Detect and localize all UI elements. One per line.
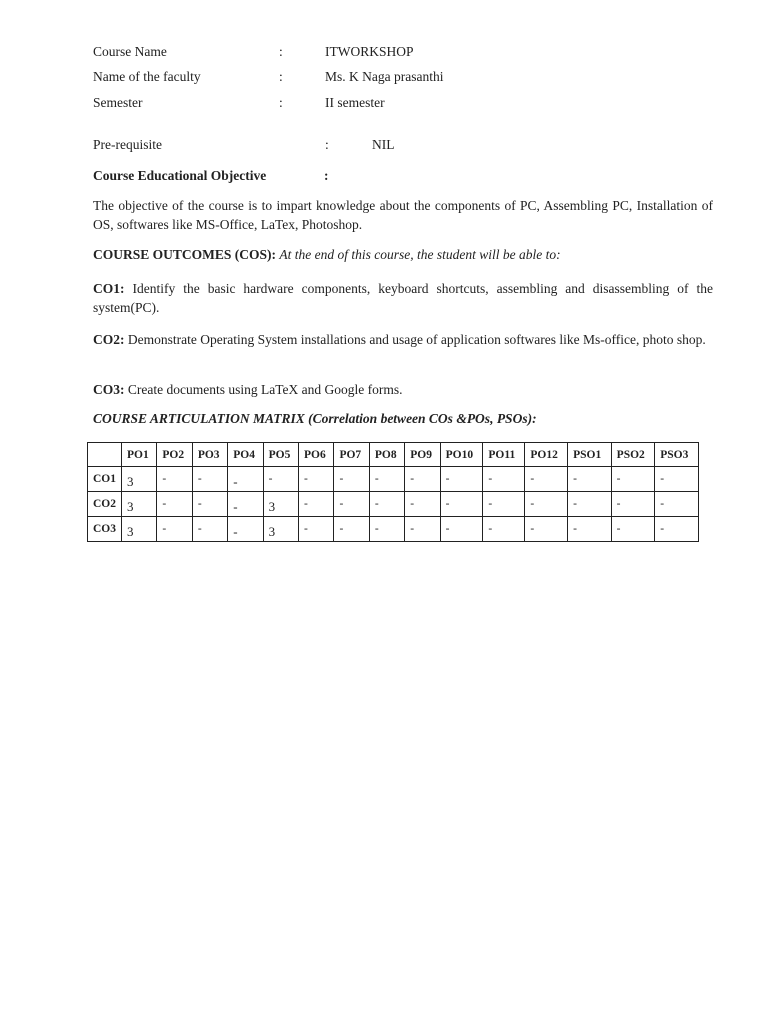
- matrix-cell: -: [483, 467, 525, 492]
- matrix-cell: 3: [263, 517, 298, 542]
- matrix-row-label: CO3: [88, 517, 122, 542]
- matrix-header-cell: PO8: [369, 443, 404, 467]
- matrix-cell: -: [568, 467, 612, 492]
- co2-code: CO2:: [93, 332, 125, 347]
- matrix-cell: -: [483, 517, 525, 542]
- matrix-cell: -: [334, 492, 369, 517]
- matrix-header-cell: PSO3: [655, 443, 699, 467]
- matrix-cell: -: [405, 517, 440, 542]
- matrix-header-cell: PO7: [334, 443, 369, 467]
- matrix-cell: -: [157, 467, 192, 492]
- matrix-title: COURSE ARTICULATION MATRIX (Correlation between COs &POs, PSOs):: [93, 411, 537, 426]
- matrix-row-co2: [88, 492, 699, 517]
- matrix-row-label: CO2: [88, 492, 122, 517]
- co3-item: [93, 380, 713, 399]
- matrix-cell: 3: [263, 492, 298, 517]
- outcomes-heading: COURSE OUTCOMES (COS):: [93, 247, 277, 262]
- outcomes-subheading: At the end of this course, the student will be able to:: [279, 247, 561, 262]
- matrix-cell: -: [568, 492, 612, 517]
- matrix-cell: -: [334, 467, 369, 492]
- matrix-cell: -: [405, 467, 440, 492]
- matrix-cell: 3: [122, 492, 157, 517]
- matrix-cell: -: [369, 492, 404, 517]
- matrix-cell: -: [228, 467, 263, 492]
- matrix-cell: -: [263, 467, 298, 492]
- matrix-header-cell: PO9: [405, 443, 440, 467]
- semester-label: Semester: [93, 95, 143, 110]
- matrix-cell: -: [334, 517, 369, 542]
- matrix-cell: 3: [122, 517, 157, 542]
- objective-heading: Course Educational Objective: [93, 168, 267, 183]
- matrix-row-label: CO1: [88, 467, 122, 492]
- faculty-label: Name of the faculty: [93, 69, 201, 84]
- matrix-cell: -: [228, 492, 263, 517]
- matrix-cell: -: [568, 517, 612, 542]
- prereq-sep: :: [325, 137, 329, 152]
- matrix-header-cell: PO1: [122, 443, 157, 467]
- matrix-cell: -: [192, 467, 227, 492]
- matrix-header-cell: PO4: [228, 443, 263, 467]
- matrix-header-cell: [88, 443, 122, 467]
- co1-text: Identify the basic hardware components, keyboard shortcuts, assembling and disassembling of the system(PC).: [93, 281, 714, 315]
- matrix-cell: -: [525, 492, 568, 517]
- course-name-label: Course Name: [93, 44, 167, 59]
- matrix-cell: -: [369, 517, 404, 542]
- matrix-cell: -: [228, 517, 263, 542]
- matrix-cell: -: [157, 492, 192, 517]
- semester-value: II semester: [325, 95, 385, 110]
- co2-item: [93, 330, 713, 349]
- matrix-cell: -: [611, 492, 655, 517]
- co1-code: CO1:: [93, 281, 125, 296]
- course-name-value: ITWORKSHOP: [325, 44, 414, 59]
- matrix-cell: -: [299, 492, 334, 517]
- matrix-header-cell: PO12: [525, 443, 568, 467]
- articulation-matrix-table: [87, 442, 699, 542]
- co2-text: Demonstrate Operating System installations and usage of application softwares like Ms-office, photo shop.: [127, 332, 706, 347]
- matrix-cell: -: [440, 517, 483, 542]
- matrix-row-co3: [88, 517, 699, 542]
- matrix-cell: -: [440, 492, 483, 517]
- matrix-cell: -: [192, 517, 227, 542]
- matrix-cell: -: [525, 467, 568, 492]
- matrix-header-cell: PO2: [157, 443, 192, 467]
- matrix-cell: -: [655, 492, 699, 517]
- faculty-sep: :: [279, 69, 283, 84]
- matrix-header-cell: PO6: [299, 443, 334, 467]
- matrix-row-co1: [88, 467, 699, 492]
- matrix-cell: -: [299, 517, 334, 542]
- outcomes-heading-line: [93, 247, 561, 263]
- matrix-cell: -: [192, 492, 227, 517]
- matrix-cell: -: [369, 467, 404, 492]
- matrix-header-cell: PSO1: [568, 443, 612, 467]
- faculty-value: Ms. K Naga prasanthi: [325, 69, 444, 84]
- co3-text: Create documents using LaTeX and Google forms.: [127, 382, 403, 397]
- matrix-header-cell: PO3: [192, 443, 227, 467]
- matrix-cell: -: [611, 467, 655, 492]
- matrix-header-cell: PO11: [483, 443, 525, 467]
- co3-code: CO3:: [93, 382, 125, 397]
- semester-sep: :: [279, 95, 283, 110]
- matrix-cell: 3: [122, 467, 157, 492]
- matrix-cell: -: [440, 467, 483, 492]
- course-name-sep: :: [279, 44, 283, 59]
- objective-text: The objective of the course is to impart knowledge about the components of PC, Assembling PC, Installation of OS, softwares like MS-Office, LaTex, Photoshop.: [93, 198, 713, 232]
- matrix-cell: -: [655, 517, 699, 542]
- prereq-label: Pre-requisite: [93, 137, 162, 152]
- matrix-cell: -: [405, 492, 440, 517]
- co1-item: [93, 279, 713, 317]
- matrix-header-row: [88, 443, 699, 467]
- matrix-cell: -: [157, 517, 192, 542]
- matrix-cell: -: [483, 492, 525, 517]
- matrix-cell: -: [611, 517, 655, 542]
- matrix-cell: -: [299, 467, 334, 492]
- matrix-header-cell: PO10: [440, 443, 483, 467]
- matrix-header-cell: PO5: [263, 443, 298, 467]
- matrix-cell: -: [655, 467, 699, 492]
- matrix-header-cell: PSO2: [611, 443, 655, 467]
- matrix-cell: -: [525, 517, 568, 542]
- prereq-value: NIL: [372, 137, 395, 152]
- objective-sep: :: [324, 168, 329, 183]
